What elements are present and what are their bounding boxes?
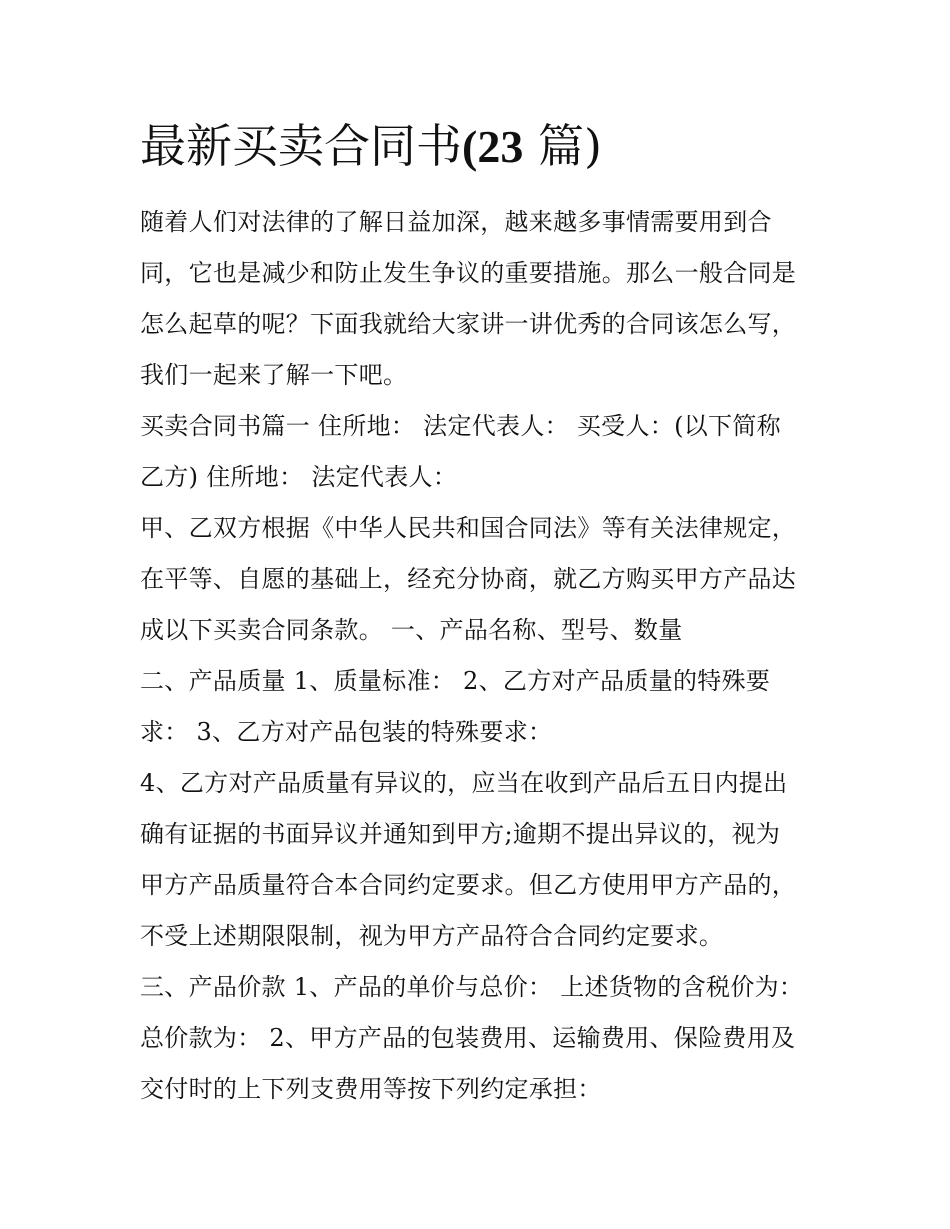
text-line: 在平等、自愿的基础上，经充分协商，就乙方购买甲方产品达 — [140, 565, 797, 593]
document-body — [140, 110, 830, 1115]
text-line: 总价款为： 2、甲方产品的包装费用、运输费用、保险费用及 — [140, 1024, 796, 1052]
text-line: 确有证据的书面异议并通知到甲方;逾期不提出异议的，视为 — [140, 820, 781, 848]
text-line: 三、产品价款 1、产品的单价与总价： 上述货物的含税价为： — [140, 973, 804, 1001]
text-line: 乙方) 住所地： 法定代表人： — [140, 463, 458, 491]
text-line: 甲、乙双方根据《中华人民共和国合同法》等有关法律规定， — [140, 514, 797, 542]
document-title — [140, 110, 830, 183]
text-line: 二、产品质量 1、质量标准： 2、乙方对产品质量的特殊要 — [140, 667, 771, 695]
text-line: 交付时的上下列支费用等按下列约定承担： — [140, 1075, 602, 1103]
text-line: 甲方产品质量符合本合同约定要求。但乙方使用甲方产品的， — [140, 871, 797, 899]
text-line: 求： 3、乙方对产品包装的特殊要求： — [140, 718, 553, 746]
text-line: 买卖合同书篇一 住所地： 法定代表人： 买受人：(以下简称 — [140, 412, 781, 440]
text-line: 不受上述期限限制，视为甲方产品符合合同约定要求。 — [140, 922, 724, 950]
text-line: 怎么起草的呢？下面我就给大家讲一讲优秀的合同该怎么写， — [140, 310, 797, 338]
text-line: 4、乙方对产品质量有异议的，应当在收到产品后五日内提出 — [140, 769, 788, 797]
text-line: 我们一起来了解一下吧。 — [140, 361, 408, 389]
title-count: (23 — [462, 121, 524, 172]
text-line: 同，它也是减少和防止发生争议的重要措施。那么一般合同是 — [140, 259, 797, 287]
text-line: 成以下买卖合同条款。 一、产品名称、型号、数量 — [140, 616, 683, 644]
title-text: 最新买卖合同书 — [140, 119, 462, 173]
text-line: 随着人们对法律的了解日益加深，越来越多事情需要用到合 — [140, 208, 772, 236]
title-suffix: 篇) — [523, 119, 602, 173]
